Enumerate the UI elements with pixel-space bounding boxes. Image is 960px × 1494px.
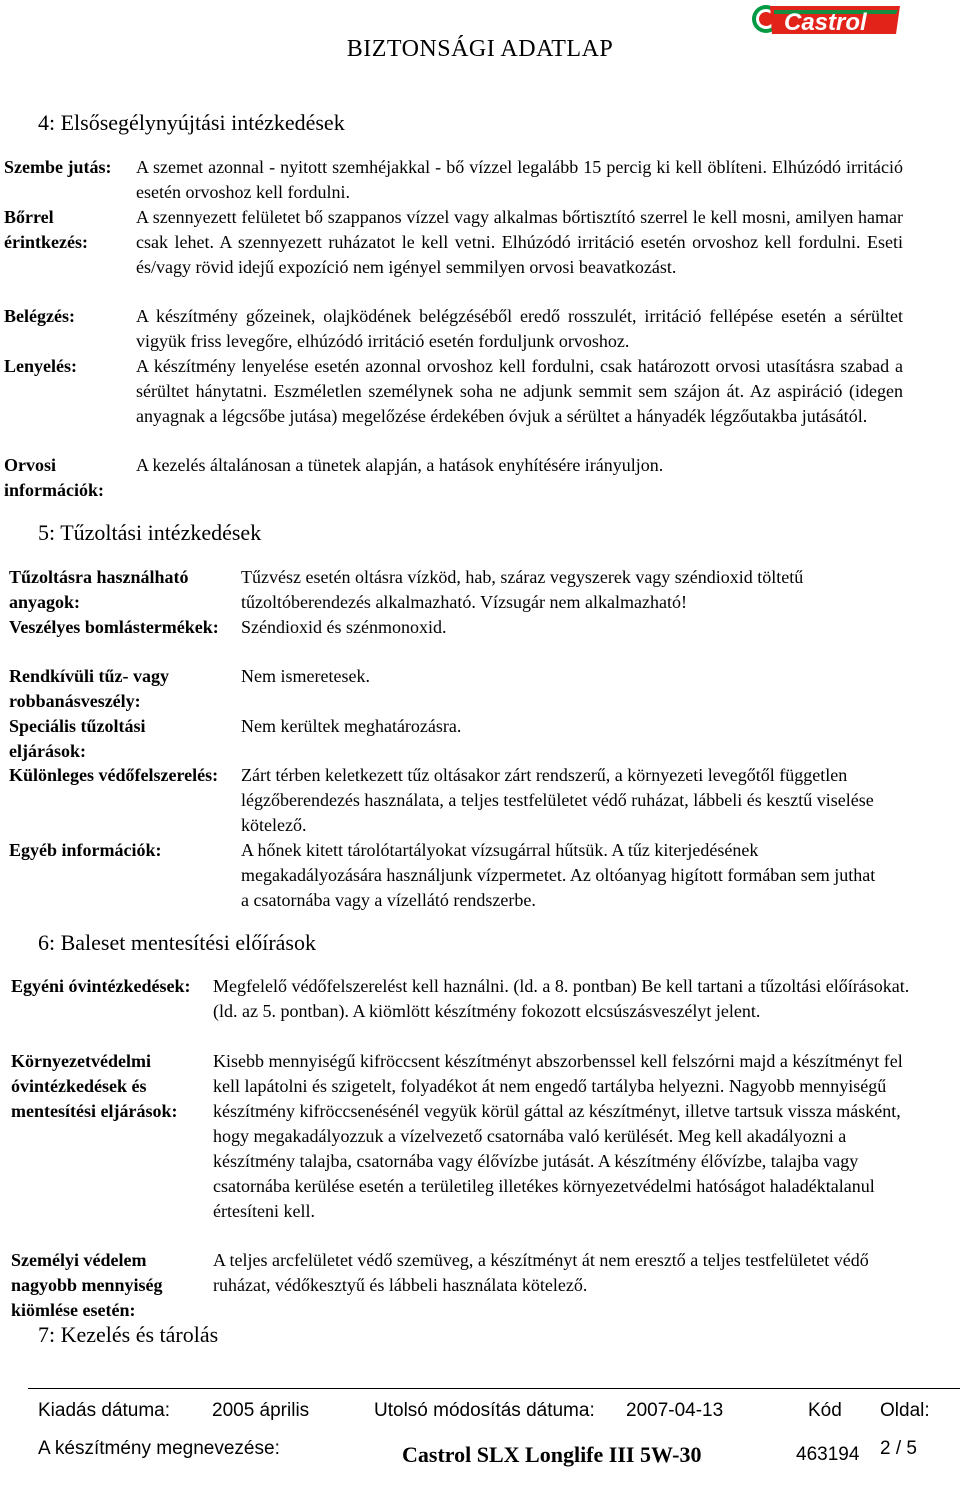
section7-heading: 7: Kezelés és tárolás [38, 1322, 219, 1347]
footer-page-label: Oldal: [880, 1400, 930, 1421]
s4-text-medical: A kezelés általánosan a tünetek alapján, a hatások enyhítésére irányuljon. [136, 455, 664, 475]
s5-label-procedures: Speciális tűzoltási eljárások: [9, 716, 146, 761]
s5-text-equipment: Zárt térben keletkezett tűz oltásakor zárt rendszerű, a környezeti levegőtől független légzőberendezés használata, a teljes testfelületet védő ruházat, lábbeli és kesztű viselése kötelező. [241, 765, 874, 835]
footer-issue-value: 2005 április [212, 1400, 310, 1421]
s6-text-environmental: Kisebb mennyiségű kifröccsent készítményt abszorbenssel kell felszórni majd a készítményt fel kell lapátolni és szigetelt, folyadékot át nem engedő tartályba helyezni. Nagyobb mennyiségű készítmény kifröccsenésénél vegyük körül gáttal az készítményt, illetve tartsuk vissza másként, hogy megakadályozzuk a vízelvezető csatornába való kerülését. Meg kell akadályozni a készítmény talajba, csatornába vagy élővízbe jutását. A készítmény élővízbe, talajba vagy csatornába kerülése esetén a területileg illetékes környezetvédelmi hatóságot haladéktalanul értesíteni kell. [213, 1051, 903, 1221]
section6-heading: 6: Baleset mentesítési előírások [38, 930, 316, 955]
s5-label-equipment: Különleges védőfelszerelés: [9, 765, 219, 785]
s5-text-media: Tűzvész esetén oltásra vízköd, hab, száraz vegyszerek vagy széndioxid töltetű tűzoltóberendezés alkalmazható. Vízsugár nem alkalmazható! [241, 567, 804, 612]
footer-product-name: Castrol SLX Longlife III 5W-30 [402, 1442, 702, 1467]
footer-modified-value: 2007-04-13 [626, 1400, 724, 1421]
section5-heading: 5: Tűzoltási intézkedések [38, 520, 262, 545]
s4-label-eye: Szembe jutás: [4, 157, 112, 177]
s5-text-other: A hőnek kitett tárolótartályokat vízsugárral hűtsük. A tűz kiterjedésének megakadályozására használjunk vízpermetet. Az oltóanyag higított formában sem juthat a csatornába vagy a vízellátó rendszerbe. [241, 840, 876, 910]
s6-label-personal: Egyéni óvintézkedések: [11, 976, 191, 996]
footer-divider [28, 1388, 960, 1389]
s5-label-other: Egyéb információk: [9, 840, 162, 860]
section4-heading: 4: Elsősegélynyújtási intézkedések [38, 110, 345, 135]
footer-code-value: 463194 [796, 1444, 860, 1465]
s5-text-decomposition: Széndioxid és szénmonoxid. [241, 617, 447, 637]
footer-modified-label: Utolsó módosítás dátuma: [374, 1400, 595, 1421]
s4-label-medical: Orvosi információk: [4, 455, 104, 500]
document-title: BIZTONSÁGI ADATLAP [346, 36, 614, 62]
s4-label-ingestion: Lenyelés: [4, 356, 77, 376]
s5-label-hazard: Rendkívüli tűz- vagy robbanásveszély: [9, 666, 170, 711]
s5-label-decomposition: Veszélyes bomlástermékek: [9, 617, 219, 637]
footer-code-label: Kód [808, 1400, 842, 1421]
s4-text-skin: A szennyezett felületet bő szappanos vízzel vagy alkalmas bőrtisztító szerrel le kell mosni, amilyen hamar csak lehet. A szennyezett ruházatot le kell vetni. Elhúzódó irritáció esetén orvoshoz kell fordulni. Eseti és/vagy rövid idejű expozíció nem igényel semmilyen orvosi beavatkozást. [136, 207, 903, 277]
s5-label-media: Tűzoltásra használható anyagok: [9, 567, 189, 612]
s4-label-skin: Bőrrel érintkezés: [4, 207, 88, 252]
s6-text-personal: Megfelelő védőfelszerelést kell haználni. (ld. a 8. pontban) Be kell tartani a tűzoltási előírásokat. (ld. az 5. pontban). A kiömlött készítmény fokozott elcsúszásveszélyt jelent. [213, 976, 910, 1021]
castrol-logo [750, 0, 902, 38]
brand-wordmark: Castrol [784, 9, 867, 36]
s5-text-hazard: Nem ismeretesek. [241, 666, 370, 686]
s5-text-procedures: Nem kerültek meghatározásra. [241, 716, 462, 736]
footer-issue-label: Kiadás dátuma: [38, 1400, 171, 1421]
s6-text-large-spill: A teljes arcfelületet védő szemüveg, a készítményt át nem eresztő a teljes testfelületet védő ruházat, védőkesztyű és lábbeli használata kötelező. [213, 1250, 869, 1295]
s4-label-inhalation: Belégzés: [4, 306, 75, 326]
footer-product-label: A készítmény megnevezése: [38, 1438, 280, 1459]
s4-text-eye: A szemet azonnal - nyitott szemhéjakkal - bő vízzel legalább 15 percig ki kell öblíteni. Elhúzódó irritáció esetén orvoshoz kell fordulni. [136, 157, 903, 202]
s6-label-large-spill: Személyi védelem nagyobb mennyiség kiömlése esetén: [11, 1250, 163, 1320]
s4-text-ingestion: A készítmény lenyelése esetén azonnal orvoshoz kell fordulni, csak határozott orvosi utasításra szabad a sérültet hánytatni. Eszméletlen személynek soha ne adjunk semmit sem szájon át. Az aspiráció (idegen anyagnak a légcsőbe jutása) megelőzése érdekében óvjuk a sérültet a hányadék légzőutakba jutásától. [136, 356, 903, 426]
s6-label-environmental: Környezetvédelmi óvintézkedések és mentesítési eljárások: [11, 1051, 178, 1121]
footer-page-value: 2 / 5 [880, 1438, 917, 1459]
s4-text-inhalation: A készítmény gőzeinek, olajködének belégzéséből eredő rosszulét, irritáció fellépése esetén a sérültet vigyük friss levegőre, elhúzódó irritáció esetén forduljunk orvoshoz. [136, 306, 903, 351]
